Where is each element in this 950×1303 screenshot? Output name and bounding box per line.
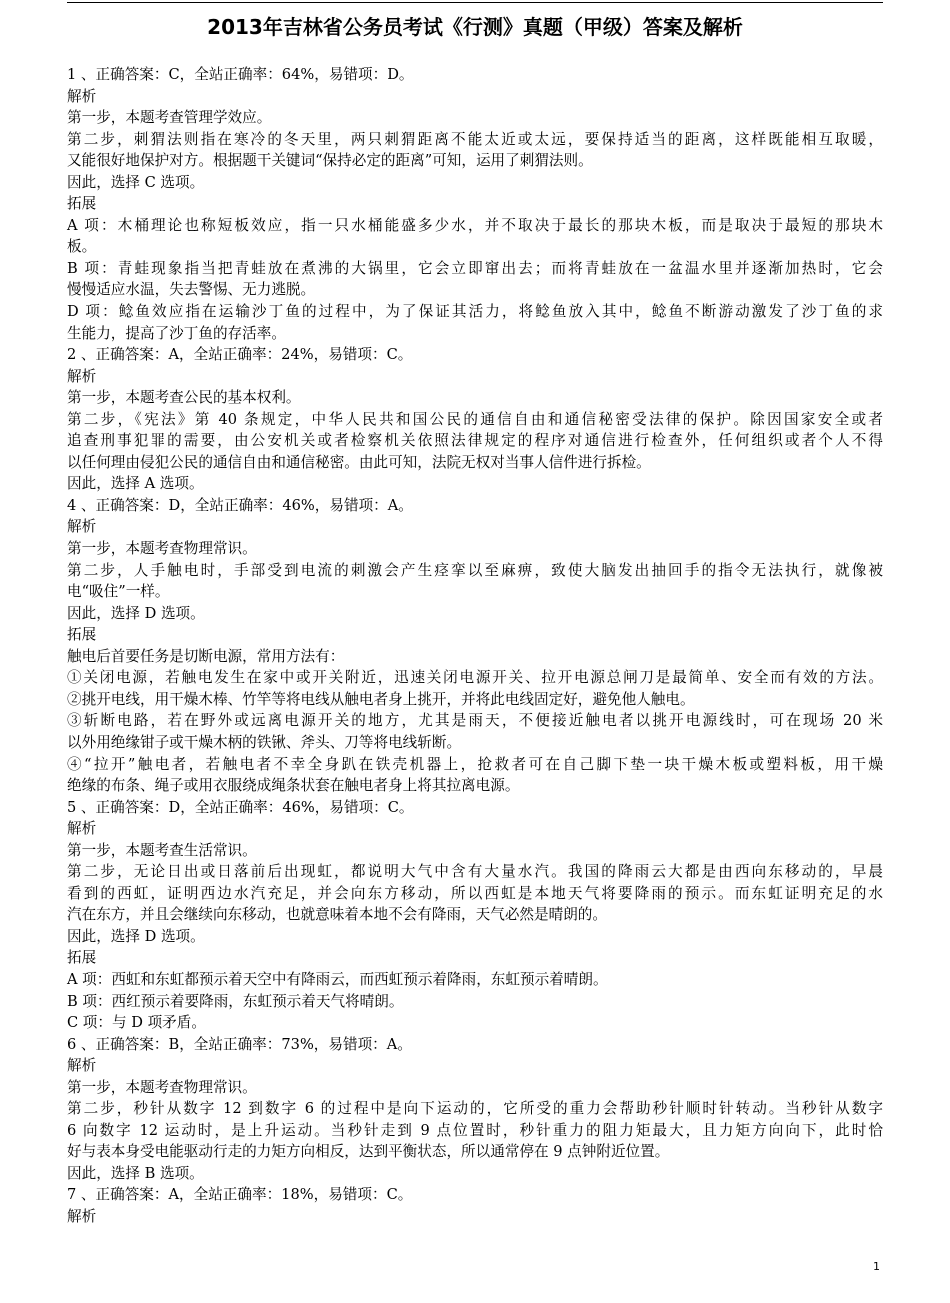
top-rule [67, 2, 883, 3]
text-line: 第一步，本题考查管理学效应。 [67, 109, 272, 127]
text-line: 解析 [67, 367, 97, 385]
text-line: 追查刑事犯罪的需要，由公安机关或者检察机关依照法律规定的程序对通信进行检查外，任何组织或者个人不得 [67, 432, 883, 450]
text-line: ④“拉开”触电者，若触电者不幸全身趴在铁壳机器上，抢救者可在自己脚下垫一块干燥木板或塑料板，用干燥 [67, 755, 883, 773]
text-line: 第二步，无论日出或日落前后出现虹，都说明大气中含有大量水汽。我国的降雨云大都是由西向东移动的，早晨 [67, 863, 883, 881]
text-line: 4 、正确答案：D，全站正确率：46%，易错项：A。 [67, 496, 413, 514]
text-line: 解析 [67, 820, 97, 838]
text-line: 6 向数字 12 运动时，是上升运动。当秒针走到 9 点位置时，秒针重力的阻力矩最大，且力矩方向向下，此时恰 [67, 1121, 883, 1139]
text-line: 解析 [67, 1207, 97, 1225]
text-line: ③斩断电路，若在野外或远离电源开关的地方，尤其是雨天，不便接近触电者以挑开电源线时，可在现场 20 米 [67, 712, 883, 730]
document-body [67, 64, 883, 1228]
text-line: 因此，选择 B 选项。 [67, 1164, 204, 1182]
text-line: 7 、正确答案：A，全站正确率：18%，易错项：C。 [67, 1186, 413, 1204]
text-line: 解析 [67, 1057, 97, 1075]
text-line: A 项：木桶理论也称短板效应，指一只水桶能盛多少水，并不取决于最长的那块木板，而是取决于最短的那块木 [67, 216, 883, 234]
text-line: 第一步，本题考查物理常识。 [67, 1078, 257, 1096]
text-line: 电“吸住”一样。 [67, 583, 170, 601]
text-line: B 项：西红预示着要降雨，东虹预示着天气将晴朗。 [67, 992, 404, 1010]
text-line: 因此，选择 A 选项。 [67, 475, 204, 493]
text-line: B 项：青蛙现象指当把青蛙放在煮沸的大锅里，它会立即窜出去；而将青蛙放在一盆温水里并逐渐加热时，它会 [67, 259, 883, 277]
text-line: 第二步，刺猬法则指在寒冷的冬天里，两只刺猬距离不能太近或太远，要保持适当的距离，这样既能相互取暖， [67, 130, 883, 148]
text-line: 拓展 [67, 949, 97, 967]
text-line: 拓展 [67, 626, 97, 644]
text-line: 因此，选择 C 选项。 [67, 173, 205, 191]
text-line: 板。 [67, 238, 97, 256]
text-line: ②挑开电线，用干燥木棒、竹竿等将电线从触电者身上挑开，并将此电线固定好，避免他人触电。 [67, 690, 695, 708]
page-title: 2013年吉林省公务员考试《行测》真题（甲级）答案及解析 [207, 15, 743, 39]
text-line: 2 、正确答案：A，全站正确率：24%，易错项：C。 [67, 346, 413, 364]
text-line: 第二步，人手触电时，手部受到电流的刺激会产生痉挛以至麻痹，致使大脑发出抽回手的指令无法执行，就像被 [67, 561, 883, 579]
text-line: 1 、正确答案：C，全站正确率：64%，易错项：D。 [67, 66, 414, 83]
text-line: 因此，选择 D 选项。 [67, 604, 205, 622]
text-line: 汽在东方，并且会继续向东移动，也就意味着本地不会有降雨，天气必然是晴朗的。 [67, 906, 607, 924]
text-line: 因此，选择 D 选项。 [67, 927, 205, 945]
text-line: 第一步，本题考查物理常识。 [67, 540, 257, 558]
text-line: 以任何理由侵犯公民的通信自由和通信秘密。由此可知，法院无权对当事人信件进行拆检。 [67, 453, 651, 471]
text-line: ①关闭电源，若触电发生在家中或开关附近，迅速关闭电源开关、拉开电源总闸刀是最简单、安全而有效的方法。 [67, 669, 883, 687]
text-line: 拓展 [67, 195, 97, 213]
text-line: 触电后首要任务是切断电源，常用方法有： [67, 647, 345, 665]
text-line: 解析 [67, 518, 97, 536]
text-line: 第二步，秒针从数字 12 到数字 6 的过程中是向下运动的，它所受的重力会帮助秒针顺时针转动。当秒针从数字 [67, 1100, 883, 1118]
text-line: 慢慢适应水温，失去警惕、无力逃脱。 [67, 281, 316, 299]
page-number: 1 [873, 1260, 880, 1273]
text-line: C 项：与 D 项矛盾。 [67, 1014, 206, 1032]
text-line: 5 、正确答案：D，全站正确率：46%，易错项：C。 [67, 798, 414, 816]
text-line: 解析 [67, 87, 97, 105]
text-line: 又能很好地保护对方。根据题干关键词“保持必定的距离”可知，运用了刺猬法则。 [67, 152, 593, 170]
text-line: A 项：西虹和东虹都预示着天空中有降雨云，而西虹预示着降雨，东虹预示着晴朗。 [67, 970, 608, 988]
text-line: 第二步，《宪法》第 40 条规定，中华人民共和国公民的通信自由和通信秘密受法律的保护。除因国家安全或者 [67, 410, 883, 428]
text-line: 6 、正确答案：B，全站正确率：73%，易错项：A。 [67, 1035, 412, 1053]
text-line: 看到的西虹，证明西边水汽充足，并会向东方移动，所以西虹是本地天气将要降雨的预示。而东虹证明充足的水 [67, 884, 883, 902]
text-line: 好与表本身受电能驱动行走的力矩方向相反，达到平衡状态，所以通常停在 9 点钟附近位置。 [67, 1143, 670, 1161]
text-line: 生能力，提高了沙丁鱼的存活率。 [67, 324, 286, 342]
text-line: 绝缘的布条、绳子或用衣服绕成绳条状套在触电者身上将其拉离电源。 [67, 777, 520, 795]
text-line: D 项：鲶鱼效应指在运输沙丁鱼的过程中，为了保证其活力，将鲶鱼放入其中，鲶鱼不断游动激发了沙丁鱼的求 [67, 303, 883, 321]
text-line: 第一步，本题考查公民的基本权利。 [67, 389, 301, 407]
text-line: 以外用绝缘钳子或干燥木柄的铁锹、斧头、刀等将电线斩断。 [67, 733, 462, 751]
text-line: 第一步，本题考查生活常识。 [67, 841, 257, 859]
